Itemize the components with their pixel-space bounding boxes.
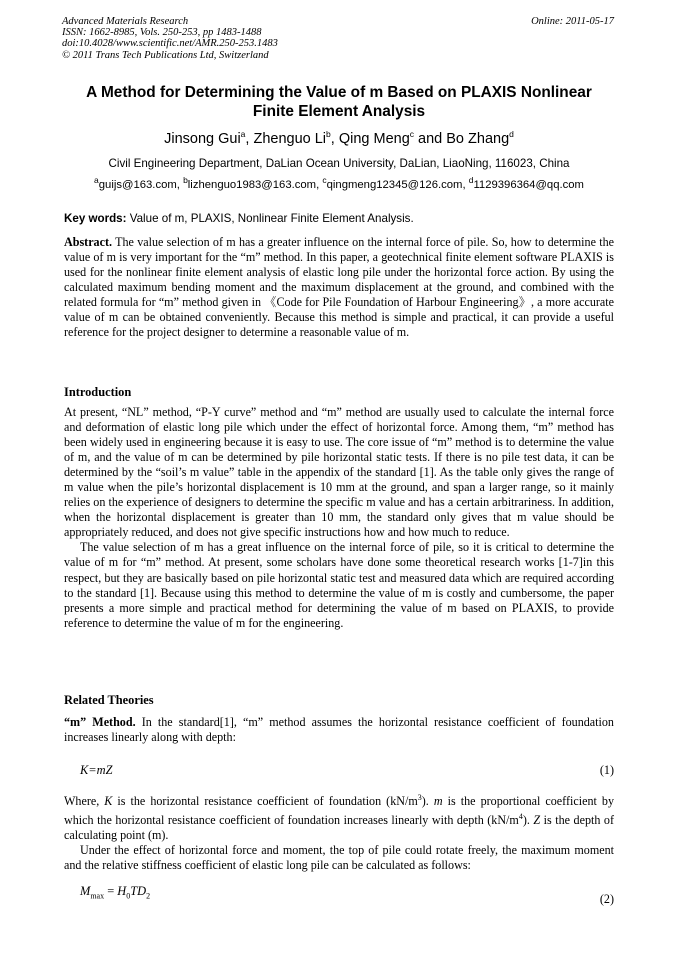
eq2-h-sub: 0	[126, 891, 131, 901]
author-mark: c	[409, 129, 415, 140]
online-date: Online: 2011-05-17	[531, 16, 614, 27]
where-text: Where,	[64, 794, 100, 809]
introduction-heading: Introduction	[64, 385, 132, 399]
author-mark: b	[326, 129, 331, 140]
title-line-1: A Method for Determining the Value of m Based on PLAXIS Nonlinear	[86, 84, 592, 101]
eq2-equals: =	[104, 884, 118, 898]
equation-1: K=mZ	[80, 763, 113, 777]
author-list	[40, 130, 638, 148]
equation-2-number: (2)	[599, 892, 614, 906]
symbol-m: m	[433, 794, 443, 809]
email-mark: c	[322, 175, 327, 186]
where-text: ).	[421, 794, 429, 809]
issn-line: ISSN: 1662-8985, Vols. 250-253, pp 1483-1488	[62, 27, 262, 39]
author-mark: a	[240, 129, 246, 140]
author-separator: and	[414, 131, 447, 147]
keywords	[64, 212, 614, 226]
email-mark: d	[468, 175, 474, 186]
exponent: 4	[518, 812, 523, 822]
email-mark: b	[183, 175, 188, 186]
related-theories-heading: Related Theories	[64, 693, 154, 707]
title-line-2: Finite Element Analysis	[252, 103, 426, 120]
email-list	[40, 175, 638, 192]
where-text: ).	[522, 813, 530, 828]
where-text: is the horizontal resistance coefficient of foundation (kN/m	[117, 794, 418, 809]
symbol-k: K	[104, 794, 113, 809]
author-mark: d	[509, 129, 514, 140]
author-name: Zhenguo Li	[253, 131, 327, 147]
m-method-text: In the standard[1], “m” method assumes the horizontal resistance coefficient of foundation increases linearly along with depth:	[64, 715, 614, 745]
abstract-label: Abstract.	[64, 235, 113, 249]
author-separator: ,	[330, 131, 339, 147]
abstract	[64, 235, 614, 340]
m-method-paragraph	[64, 715, 614, 745]
email-address: guijs@163.com	[98, 179, 177, 191]
under-effect-paragraph: Under the effect of horizontal force and moment, the top of pile could rotate freely, the maximum moment and the relative stiffness coefficient of elastic long pile can be calculated as follows:	[64, 843, 614, 873]
email-address: lizhenguo1983@163.com	[187, 179, 317, 191]
doi-line: doi:10.4028/www.scientific.net/AMR.250-253.1483	[62, 38, 278, 50]
keywords-text: Value of m, PLAXIS, Nonlinear Finite Element Analysis.	[129, 212, 414, 225]
symbol-z: Z	[533, 813, 541, 828]
eq2-h: H	[117, 884, 127, 898]
where-paragraph	[64, 790, 614, 873]
author-name: Qing Meng	[338, 131, 410, 147]
intro-paragraph-2: The value selection of m has a great influence on the internal force of pile, so it is critical to determine the value of m for “m” method. At present, some scholars have done some theoretical research works [1-7]in this respect, but they are basically based on pile horizontal static test and measured data which are required according to the standard [1]. Because using this method to determine the value of m is costly and cumbersome, the paper presents a more simple and practical method for determining the value of m based on PLAXIS, to provide reference to determine the value of m for the engineering.	[64, 540, 614, 630]
abstract-text: The value selection of m has a greater influence on the internal force of pile. So, how to determine the value of m is very important for the “m” method. In this paper, a geotechnical finite element software PLAXIS is used for the nonlinear finite element analysis of elastic long pile under the horizontal force action. By using the calculated maximum bending moment and the maximum displacement at the ground, and combined with the related formula for “m” method given in 《Code for Pile Foundation of Harbour Engineering》, a more accurate value of m can be obtained conveniently. Because this method is simple and practical, it can provide a useful reference for the project designer to determine a reasonable value of m.	[64, 235, 615, 340]
equation-2	[80, 884, 150, 903]
author-name: Bo Zhang	[446, 131, 510, 147]
email-address: 1129396364@qq.com	[473, 179, 584, 191]
eq2-td-sub: 2	[146, 891, 151, 901]
author-name: Jinsong Gui	[164, 131, 241, 147]
equation-1-number: (1)	[599, 763, 614, 777]
journal-name: Advanced Materials Research	[62, 16, 189, 27]
eq2-m: M	[80, 884, 91, 898]
exponent: 3	[417, 793, 422, 802]
where-text: is the depth of calculating point (m).	[64, 813, 614, 843]
journal-header	[62, 16, 278, 61]
email-separator: ,	[316, 179, 323, 191]
eq2-td: TD	[130, 884, 147, 898]
email-address: qingmeng12345@126.com	[326, 179, 463, 191]
m-method-label: “m” Method.	[64, 715, 136, 729]
where-text: is the proportional coefficient by which the horizontal resistance coefficient of foundation increases linearly with depth (kN/m	[64, 794, 615, 828]
email-separator: ,	[176, 179, 184, 191]
author-separator: ,	[245, 131, 254, 147]
email-separator: ,	[462, 179, 469, 191]
intro-paragraph-1: At present, “NL” method, “P-Y curve” method and “m” method are usually used to calculate the internal force and deformation of elastic long pile which under the effect of horizontal force. Among them, “m” method has been widely used in engineering because it is easy to use. The core issue of “m” method is to determine the value of m, and the value of m can be determined by pile horizontal static tests. If there is no pile test data, it can be determined by the “soil’s m value” table in the appendix of the standard [1]. As the table only gives the range of m value when the pile’s horizontal displacement is 10 mm at the ground, and span a larger range, so it mainly relies on the experience of designers to determine the specific m value and has a certain arbitrariness. In addition, when the horizontal displacement is greater than 10 mm, the standard only gives that m value should be appropriately reduced, and does not give specific instructions how and how much to reduce.	[64, 405, 614, 540]
eq2-m-sub: max	[90, 891, 105, 901]
introduction-body	[64, 405, 614, 631]
affiliation: Civil Engineering Department, DaLian Ocean University, DaLian, LiaoNing, 116023, China	[108, 157, 570, 170]
keywords-label: Key words:	[64, 212, 127, 225]
paper-title	[40, 83, 638, 121]
copyright-line: © 2011 Trans Tech Publications Ltd, Switzerland	[62, 49, 269, 61]
email-mark: a	[94, 175, 99, 186]
